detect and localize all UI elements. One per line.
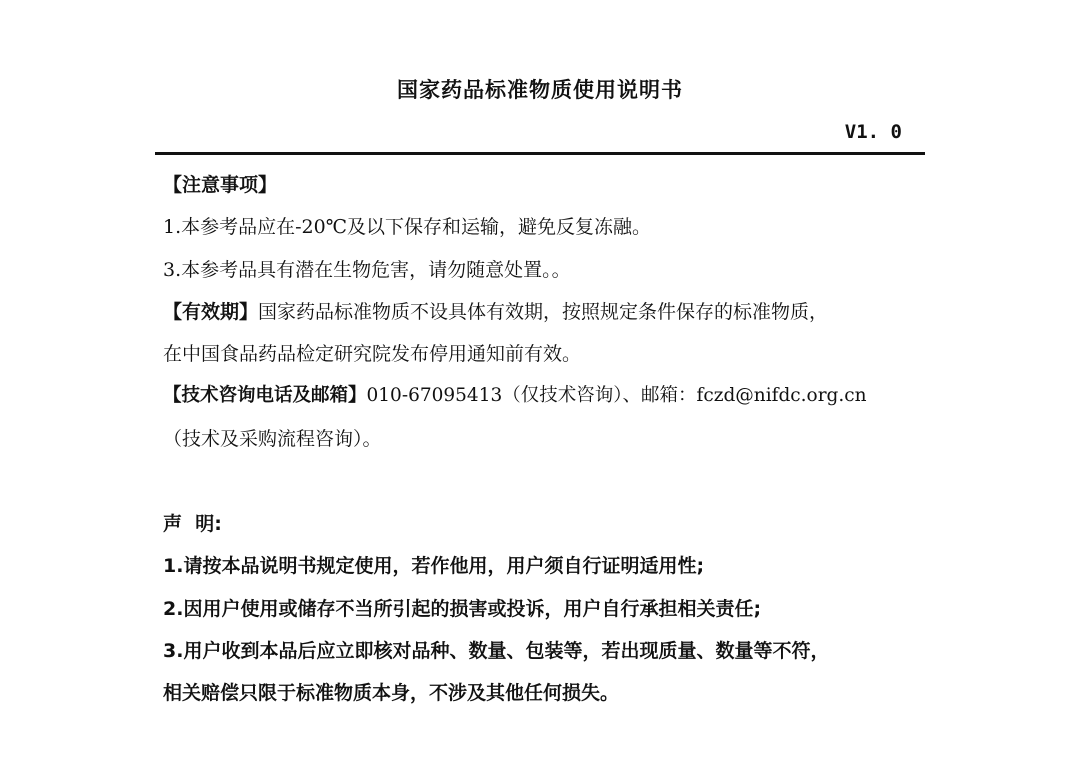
statement-item: 3.用户收到本品后应立即核对品种、数量、包装等，若出现质量、数量等不符，	[163, 640, 830, 662]
header-divider	[155, 152, 925, 155]
statement-item: 1.请按本品说明书规定使用，若作他用，用户须自行证明适用性;	[163, 555, 705, 577]
document-title: 国家药品标准物质使用说明书	[397, 78, 683, 102]
statement-item: 相关赔偿只限于标准物质本身，不涉及其他任何损失。	[163, 682, 620, 704]
validity-text: 国家药品标准物质不设具体有效期，按照规定条件保存的标准物质，	[258, 301, 829, 323]
document-version: V1. 0	[844, 121, 902, 143]
contact-text-continued: （技术及采购流程咨询）。	[163, 428, 382, 450]
precautions-heading: 【注意事项】	[163, 174, 278, 196]
precaution-item: 3.本参考品具有潜在生物危害，请勿随意处置。。	[163, 259, 571, 281]
validity-label: 【有效期】	[163, 301, 259, 323]
statement-heading: 声 明:	[163, 513, 222, 535]
statement-item: 2.因用户使用或储存不当所引起的损害或投诉，用户自行承担相关责任;	[163, 598, 762, 620]
precaution-item: 1.本参考品应在-20℃及以下保存和运输，避免反复冻融。	[163, 216, 651, 238]
contact-line	[163, 384, 867, 408]
contact-label: 【技术咨询电话及邮箱】	[163, 385, 367, 406]
validity-line	[163, 300, 828, 324]
validity-text-continued: 在中国食品药品检定研究院发布停用通知前有效。	[163, 343, 582, 365]
contact-text: 010-67095413（仅技术咨询）、邮箱：fczd@nifdc.org.cn	[366, 385, 867, 406]
